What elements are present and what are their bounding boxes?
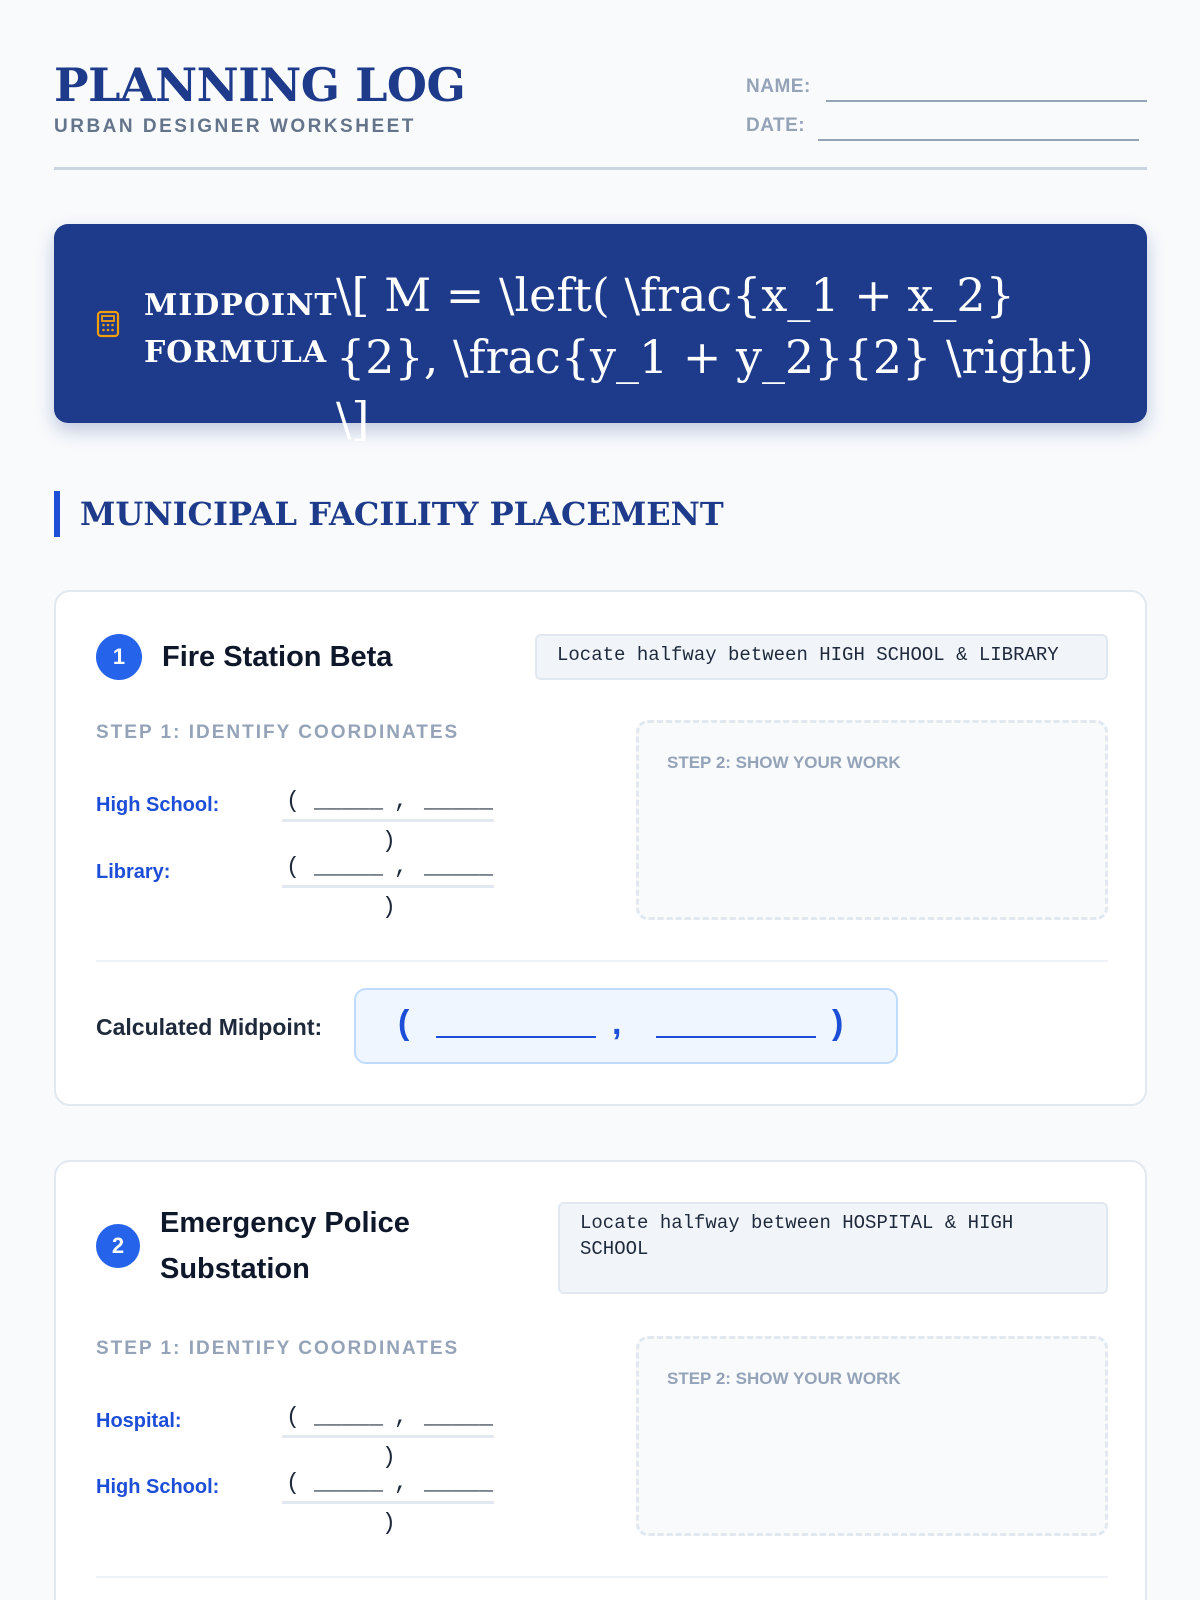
name-row [746,72,1147,102]
midpoint-y-blank[interactable] [656,1036,816,1038]
task-instruction: Locate halfway between HIGH SCHOOL & LIBRARY [535,634,1108,680]
formula-label [144,282,338,376]
point-b-label: High School: [96,1476,220,1498]
step1-label: STEP 1: IDENTIFY COORDINATES [96,1338,460,1359]
calculator-icon [96,310,120,338]
task-number-badge: 2 [96,1224,140,1268]
point-a-coordinate-field[interactable]: ( _____ , _____ [282,1404,494,1438]
date-field[interactable] [818,139,1139,141]
show-work-area[interactable] [636,720,1108,920]
task-card-1 [54,590,1147,1106]
midpoint-x-blank[interactable] [436,1036,596,1038]
formula-banner [54,224,1147,446]
card-divider [96,960,1108,962]
step2-label: STEP 2: SHOW YOUR WORK [667,1369,901,1388]
facility-name: Fire Station Beta [162,641,393,673]
task-number-badge: 1 [96,634,142,680]
point-b-coordinate-field[interactable]: ( _____ , _____ [282,854,494,888]
name-field[interactable] [826,100,1147,102]
formula-label-line2: FORMULA [144,335,328,370]
formula-label-line1: MIDPOINT [144,288,338,323]
point-b-close-paren: ) [382,894,396,920]
page-title: PLANNING LOG [54,58,466,112]
midpoint-label: Calculated Midpoint: [96,1014,323,1040]
midpoint-close-paren: ) [832,1004,844,1042]
worksheet-header [54,0,1147,170]
facility-name: Emergency Police Substation [160,1207,410,1285]
show-work-area[interactable] [636,1336,1108,1536]
point-b-coordinate-field[interactable]: ( _____ , _____ [282,1470,494,1504]
point-a-close-paren: ) [382,1444,396,1470]
midpoint-answer-field[interactable] [354,988,898,1064]
point-a-label: High School: [96,794,220,816]
step1-label: STEP 1: IDENTIFY COORDINATES [96,722,460,743]
task-card-2 [54,1160,1147,1600]
midpoint-open-paren: ( [398,1004,410,1042]
page-subtitle: URBAN DESIGNER WORKSHEET [54,116,416,137]
name-label: NAME: [746,76,811,97]
section-title: MUNICIPAL FACILITY PLACEMENT [80,495,724,533]
date-label: DATE: [746,115,806,136]
point-a-label: Hospital: [96,1410,182,1432]
section-accent-bar [54,491,60,537]
formula-expression: \[ M = \left( \frac{x_1 + x_2}{2}, \frac{y_1 + y_2}{2} \right) \] [336,268,1094,446]
worksheet-page [54,0,1147,1536]
card-divider [96,1576,1108,1578]
point-a-close-paren: ) [382,828,396,854]
step2-label: STEP 2: SHOW YOUR WORK [667,753,901,772]
date-row [746,111,1147,141]
task-instruction: Locate halfway between HOSPITAL & HIGH SCHOOL [558,1202,1108,1294]
point-b-close-paren: ) [382,1510,396,1536]
midpoint-comma: , [612,1004,622,1042]
point-a-coordinate-field[interactable]: ( _____ , _____ [282,788,494,822]
point-b-label: Library: [96,861,171,883]
